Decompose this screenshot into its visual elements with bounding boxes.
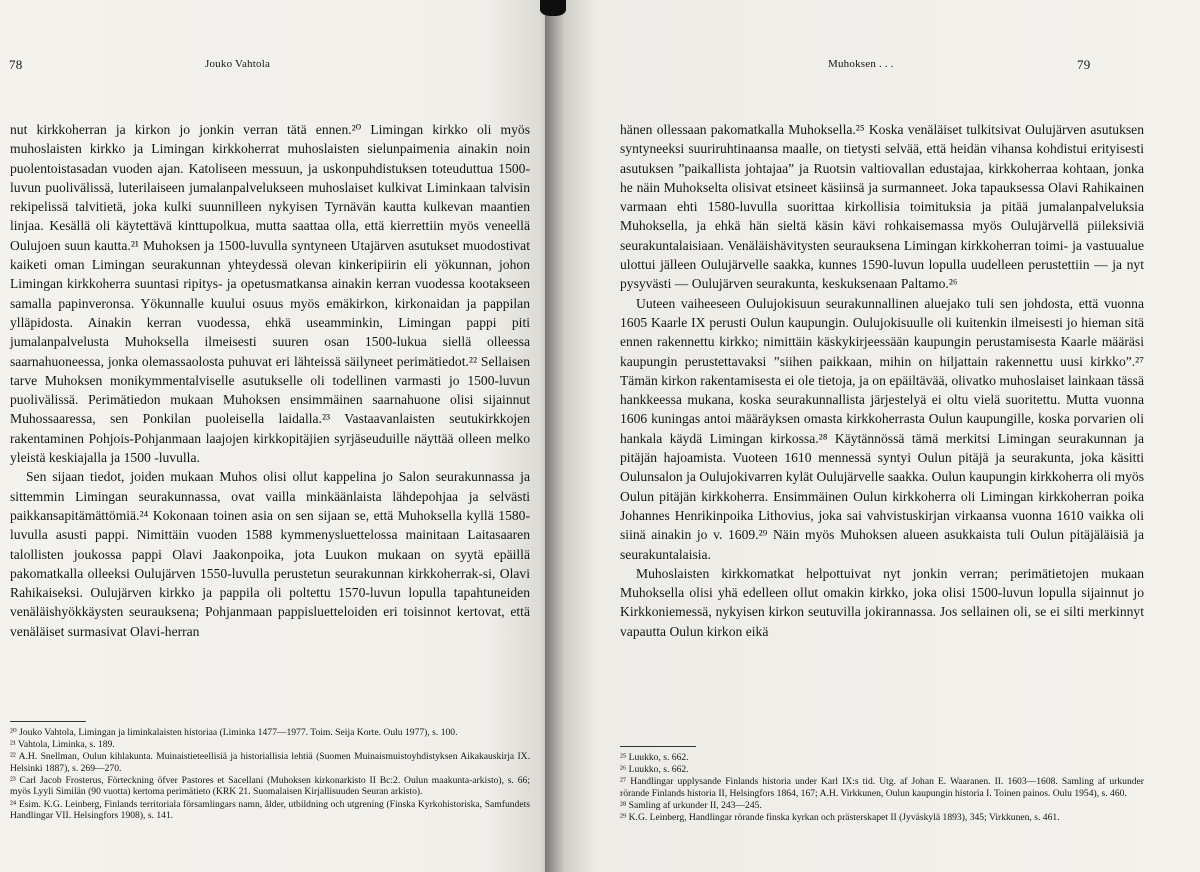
left-paragraph-2: Sen sijaan tiedot, joiden mukaan Muhos olisi ollut kappelina jo Salon seurakunnassa ja sittemmin Limingan seurakunnassa, ovat vailla minkäänlaista lähdepohjaa ja selvästi paikkansapitämättömiä.²⁴ Kokonaan toinen asia on sen sijaan se, että Muhoksella kyllä 1580-luvulla asusti pappi. Nimittäin vuoden 1588 kymmenysluettelossa mainitaan Laitasaaren talollisten joukossa pappi Olavi Jaakonpoika, jota Luukon mukaan on syytä epäillä pakomatkalla olleeksi Oulujärven 1550-luvulla perustetun seurakunnan kirkkoherrak-si, Olavi Rahikaiseksi. Oulujärven kirkko ja pappila oli poltettu 1570-luvun lopulla tapahtuneiden venäläishyökkäysten seurauksena; Pohjanmaan pappisluetteloiden eri toisinnot kertovat, että venäläiset surmasivat Olavi-herran [10,469,530,639]
left-paragraph-1: nut kirkkoherran ja kirkon jo jonkin verran tätä ennen.²⁰ Limingan kirkko oli myös muhoslaisten kirkko ja Limingan kirkkoherrat muhoslaisten sielunpaimenia ainakin noin puolentoistasadan vuoden ajan. Katoliseen messuun, ja uskonpuhdistuksen toteuduttua 1500-luvun puolivälissä, luterilaiseen jumalanpalvelukseen muhoslaiset kulkivat Liminkaan talvisin rekipelissä talvitietä, joka kulki suunnilleen nykyisen Tyrnävän kautta kulkevan maantien linjaa. Kesällä oli käytettävä kinttupolkua, mutta saattaa olla, että kierrettiin myös veneellä Oulujoen suun kautta.²¹ Muhoksen ja 1500-luvulla syntyneen Utajärven asutukset muodostivat kaiketi oman Limingan seurakunnan yhteydessä olevan kinkeripiirin eli yökunnan, johon Limingan kirkkoherra suuntasi ripitys- ja opetusmatkansa ainakin kerran vuodessa kootakseen samalla papinveronsa. Yökunnalle kuului osuus myös emäkirkon, kirkonaidan ja pappilan ylläpidosta. Ainakin kerran vuodessa, ehkä useamminkin, Limingan pappi piti jumalanpalvelusta Muhoksella ilmeisesti suuren osan 1500-lukua siellä olleessa saarnahuoneessa, jonka olemassaolosta puhuvat eri lähteissä säilyneet perimätiedot.²² Sellaisen tarve Muhoksen monikymmentalviselle asutukselle oli todellinen varmasti jo 1500-luvun puolivälissä. Perimätiedon mukaan Muhoksen ensimmäinen saarnahuone olisi sijainnut Muhossaaressa, sen Ponkilan puoleisella laidalla.²³ Vastaavanlaisten seutukirkkojen rakentaminen Pohjois-Pohjanmaan laajojen kirkkopitäjien syrjäseuduille näyttää olleen melko yleistä keskiajalla ja 1500 -luvulla. [10,122,530,466]
right-paragraph-3: Muhoslaisten kirkkomatkat helpottuivat nyt jonkin verran; perimätietojen mukaan Muhoksella olisi yhä edelleen ollut omakin kirkko, joka olisi 1500-luvun lopulla sijainnut jo Kirkkoniemessä, nykyisen kirkon seutuvilla jokirannassa. Jos sellainen oli, se ei silti merkinnyt vapautta Oulun kirkon eikä [620,565,1144,639]
footnote-26: ²⁶ Luukko, s. 662. [620,764,689,776]
footnote-23: ²³ Carl Jacob Frosterus, Förteckning öfver Pastores et Sacellani (Muhoksen kirkonarkisto II Bc:2. Oulun maakunta-arkisto), s. 66; myös Lyyli Similän (90 vuotta) kertoma perimätieto (KRK 21. Suomalaisen Kirjallisuuden Seuran arkisto). [10,774,530,798]
right-page-number: 79 [1077,57,1091,72]
left-footnote-rule [10,721,86,722]
book-gutter-shadow [540,0,566,16]
left-running-head: Jouko Vahtola [205,58,271,70]
left-footnotes [10,727,530,822]
left-page-number: 78 [9,57,23,72]
footnote-28: ²⁸ Samling af urkunder II, 243—245. [620,799,762,811]
right-footnote-rule [620,746,696,747]
right-page [545,0,1200,872]
left-body-text [10,120,530,641]
footnote-22: ²² A.H. Snellman, Oulun kihlakunta. Muinaistieteellisiä ja historiallisia lehtiä (Suomen Muinaismuistoyhdistyksen Aikakauskirja IX. Helsinki 1887), s. 269—270. [10,751,530,774]
right-body-text [620,120,1144,641]
left-page [0,0,563,872]
footnote-25: ²⁵ Luukko, s. 662. [620,752,689,763]
right-running-head: Muhoksen . . . [828,58,894,70]
footnote-20: ²⁰ Jouko Vahtola, Limingan ja liminkalaisten historiaa (Liminka 1477—1977. Toim. Seija Korte. Oulu 1977), s. 100. [10,727,458,738]
footnote-27: ²⁷ Handlingar upplysande Finlands historia under Karl IX:s tid. Utg. af Johan E. Waaranen. II. 1603—1608. Samling af urkunder rörande Finlands historia II, Helsingfors 1864, 167; A.H. Virkkunen, Oulun kaupungin historia I. Toinen painos. Oulu 1954), s. 460. [620,776,1144,799]
right-paragraph-2: Uuteen vaiheeseen Oulujokisuun seurakunnallinen aluejako tuli sen johdosta, että vuonna 1605 Kaarle IX perusti Oulun kaupungin. Oulujokisuulle oli kuitenkin ilmeisesti jo hieman sitä ennen rakennettu kirkko; nimittäin käskykirjeessään kaupungin perustamisesta Kaarle määräsi kaupungin perustettavaksi ”siihen paikkaan, mihin on hiljattain rakennettu uusi kirkko”.²⁷ Tämän kirkon rakentamisesta ei ole tietoja, ja on epäiltävää, olivatko muhoslaiset lainkaan tässä hankkeessa mukana, koska seurakunnallista järjestelyä ei oltu vielä suoritettu. Mutta vuonna 1606 kuningas antoi määräyksen omasta kirkkoherrasta Oulun kaupungille, koska porvarien oli hankala käydä Limingan kirkossa.²⁸ Käytännössä tämä merkitsi Limingan seurakunnan ja pitäjän hajoamista. Vuoteen 1610 mennessä syntyi Oulun pitäjä ja seurakunta, joka käsitti Oulunsalon ja Oulujokivarren kylät Oulujärvelle saakka. Oulun kaupungin kirkkoherra oli myös Oulun pitäjän kirkkoherra. Ensimmäinen Oulun kirkkoherra oli Limingan kirkkoherran poika Johannes Henrikinpoika Lithovius, joka sai vahvistuskirjan virkaansa vuonna 1610 vaikka oli siinä ainakin jo v. 1609.²⁹ Näin myös Muhoksen alueen asukkaista tuli Oulun pitäjäläisiä ja seurakuntalaisia. [620,295,1144,562]
footnote-21: ²¹ Vahtola, Liminka, s. 189. [10,739,115,751]
footnote-24: ²⁴ Esim. K.G. Leinberg, Finlands territoriala församlingars namn, ålder, utbildning och utgrening (Finska Kyrkohistoriska, Samfundets Handlingar VII. Helsingfors 1908), s. 141. [10,798,530,822]
right-paragraph-1: hänen ollessaan pakomatkalla Muhoksella.²⁵ Koska venäläiset tulkitsivat Oulujärven asutuksen syntyneeksi suuriruhtinaansa maalle, on tietysti selvää, että heidän vihansa kohdistui erityisesti asutuksen ”paikallista johtajaa” ja Ruotsin valtiovallan edustajaa, kirkkoherraa kohtaan, jonka he näin Muhokselta olisivat etsineet käsiinsä ja surmanneet. Joka tapauksessa Olavi Rahikainen varmaan ehti 1580-luvulla suorittaa kirkollisia toimituksia ja pitää jumalanpalveluksia Muhoksella, ja ehkä hän sieltä käsin kävi rohkaisemassa myös Oulujärvellä piileksiviä seurakuntalaisiaan. Venäläishävitysten seurauksena Limingan kirkkoherran toimi- ja vastuualue ulottui jälleen Oulujärvelle saakka, kunnes 1590-luvun lopulla uudelleen perustettiin — ja nyt pysyvästi — Oulujärven seurakunta, keskuksenaan Paltamo.²⁶ [620,122,1144,292]
footnote-29: ²⁹ K.G. Leinberg, Handlingar rörande finska kyrkan och prästerskapet II (Jyväskylä 1893), 345; Virkkunen, s. 461. [620,811,1060,823]
right-footnotes [620,752,1144,824]
